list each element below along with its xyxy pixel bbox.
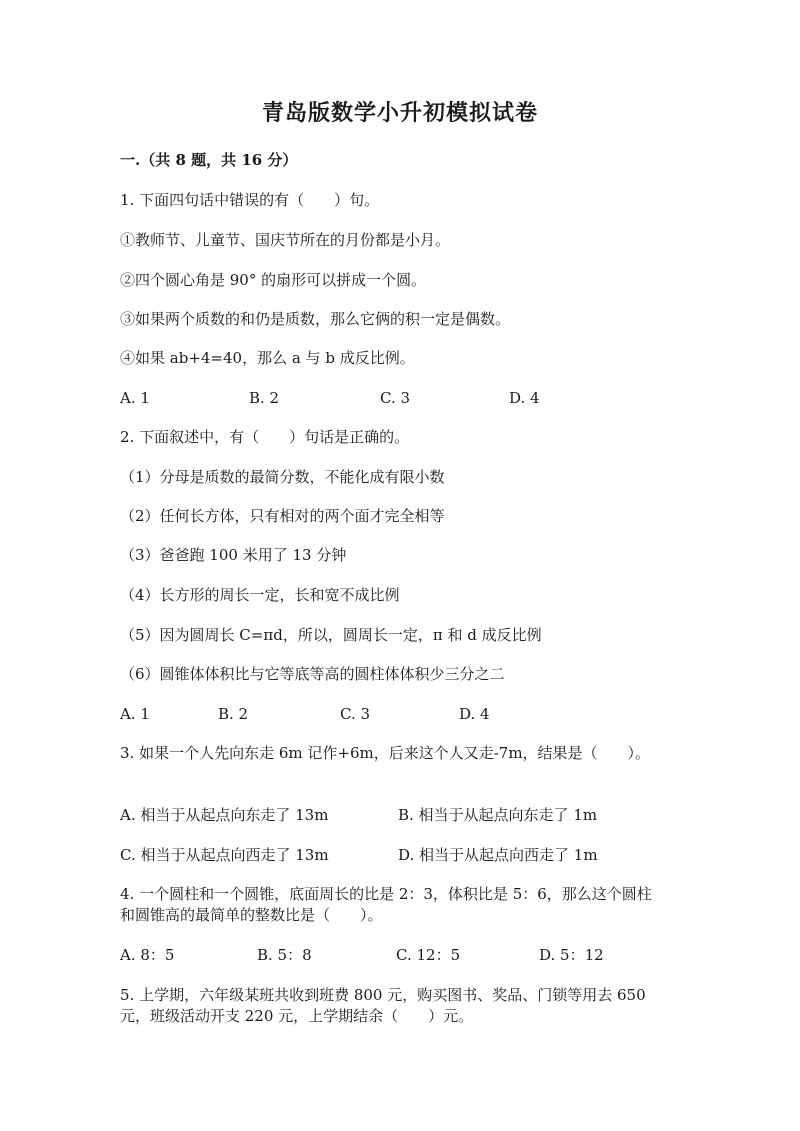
question-5-stem-line-1: 5. 上学期，六年级某班共收到班费 800 元，购买图书、奖品、门锁等用去 650 [120, 986, 646, 1004]
question-2-stem: 2. 下面叙述中，有（ ）句话是正确的。 [120, 428, 410, 446]
question-1-item-4: ④如果 ab+4=40，那么 a 与 b 成反比例。 [120, 349, 415, 367]
question-2-item-3: （3）爸爸跑 100 米用了 13 分钟 [120, 546, 347, 564]
question-2-item-2: （2）任何长方体，只有相对的两个面才完全相等 [120, 507, 445, 525]
question-3-stem: 3. 如果一个人先向东走 6m 记作+6m，后来这个人又走-7m，结果是（ ）。 [120, 744, 651, 762]
question-2-option-d: D. 4 [459, 705, 490, 723]
question-1-option-b: B. 2 [249, 389, 280, 407]
question-2-item-4: （4）长方形的周长一定，长和宽不成比例 [120, 586, 400, 604]
page-title: 青岛版数学小升初模拟试卷 [261, 100, 538, 126]
question-2-option-a: A. 1 [120, 705, 150, 723]
question-2-item-6: （6）圆锥体体积比与它等底等高的圆柱体体积少三分之二 [120, 665, 505, 683]
question-2-item-1: （1）分母是质数的最简分数，不能化成有限小数 [120, 468, 445, 486]
question-1-option-a: A. 1 [120, 389, 150, 407]
question-5-stem-line-2: 元，班级活动开支 220 元，上学期结余（ ）元。 [120, 1007, 474, 1025]
question-4-stem-line-1: 4. 一个圆柱和一个圆锥，底面周长的比是 2：3，体积比是 5：6，那么这个圆柱 [120, 885, 652, 903]
question-1-stem: 1. 下面四句话中错误的有（ ）句。 [120, 191, 380, 209]
question-1-item-1: ①教师节、儿童节、国庆节所在的月份都是小月。 [120, 231, 451, 249]
question-3-option-d: D. 相当于从起点向西走了 1m [398, 846, 598, 864]
question-4-option-a: A. 8：5 [120, 946, 175, 964]
question-1-item-2: ②四个圆心角是 90° 的扇形可以拼成一个圆。 [120, 271, 427, 289]
question-1-item-3: ③如果两个质数的和仍是质数，那么它俩的积一定是偶数。 [120, 310, 511, 328]
question-3-option-c: C. 相当于从起点向西走了 13m [120, 846, 329, 864]
question-4-stem-line-2: 和圆锥高的最简单的整数比是（ ）。 [120, 906, 383, 924]
section-header: 一.（共 8 题，共 16 分） [120, 151, 298, 169]
question-2-item-5: （5）因为圆周长 C=πd，所以，圆周长一定，π 和 d 成反比例 [120, 626, 542, 644]
question-3-option-a: A. 相当于从起点向东走了 13m [120, 806, 329, 824]
question-2-option-c: C. 3 [340, 705, 371, 723]
question-1-option-c: C. 3 [380, 389, 411, 407]
question-3-option-b: B. 相当于从起点向东走了 1m [398, 806, 598, 824]
question-1-option-d: D. 4 [509, 389, 540, 407]
question-4-option-c: C. 12：5 [396, 946, 461, 964]
question-4-option-b: B. 5：8 [257, 946, 312, 964]
question-2-option-b: B. 2 [218, 705, 249, 723]
question-4-option-d: D. 5：12 [539, 946, 604, 964]
